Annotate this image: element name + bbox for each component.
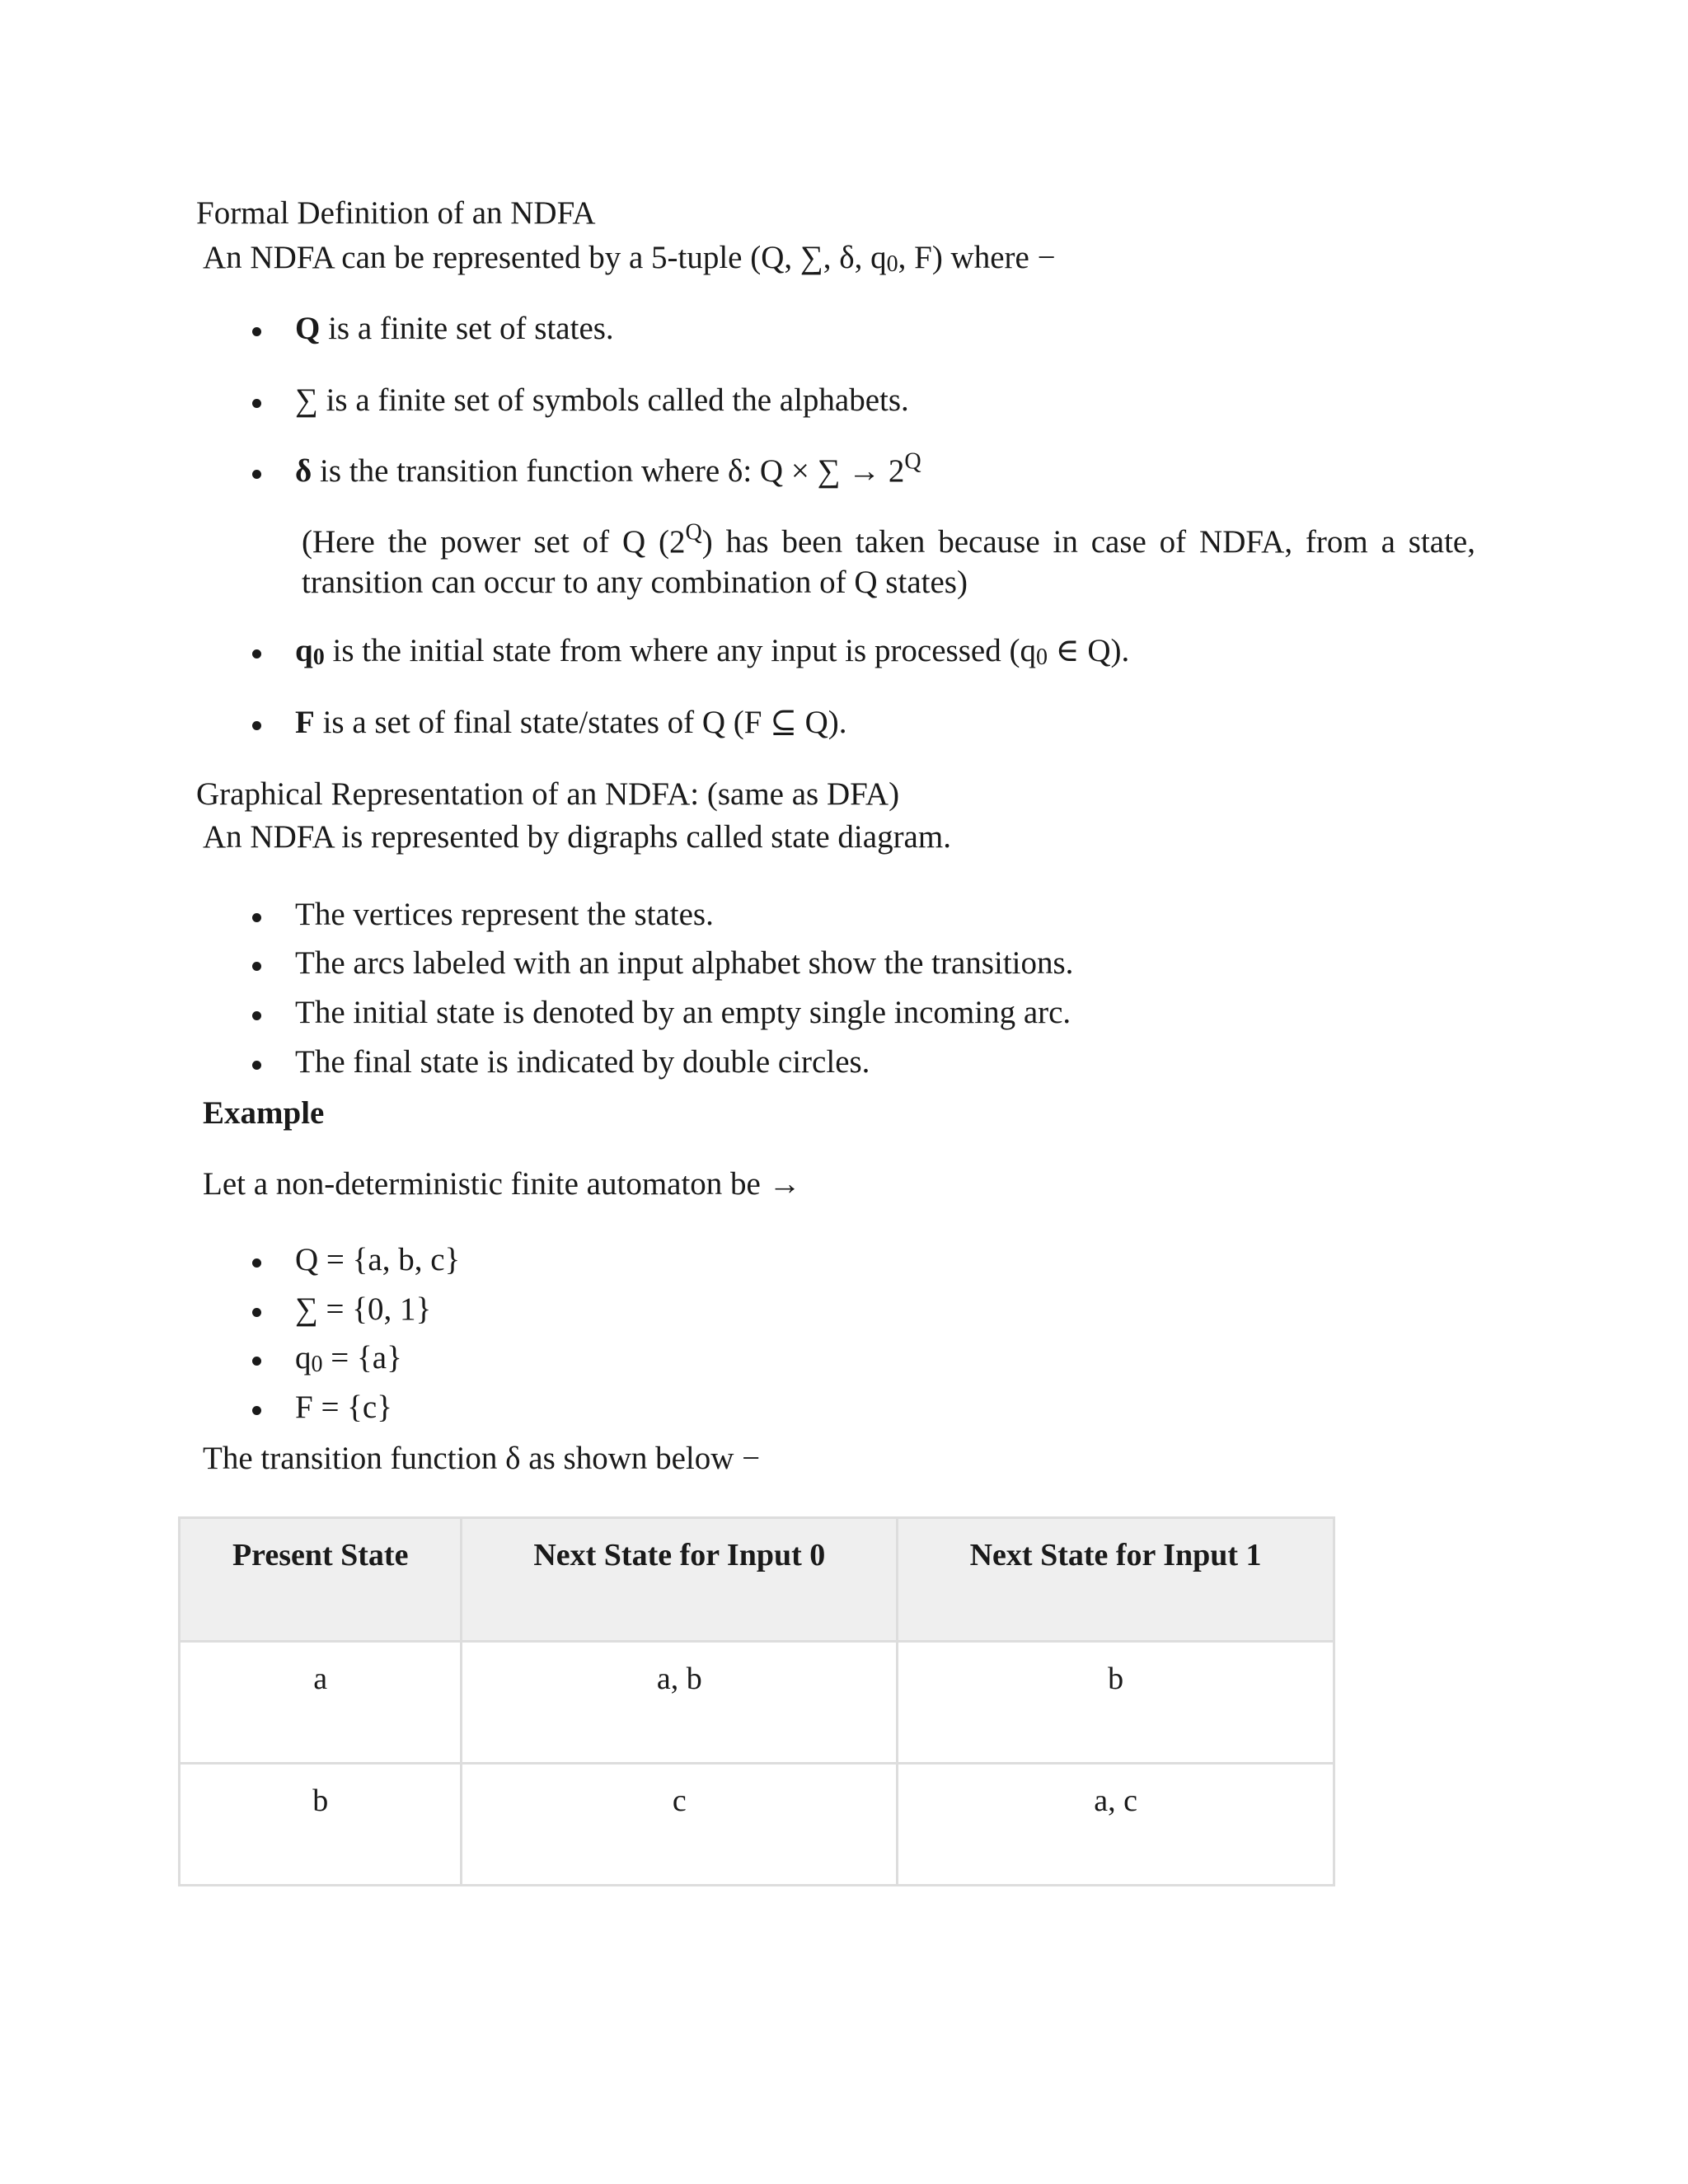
list-item: ∑ = {0, 1} [295, 1291, 432, 1327]
formal-intro: An NDFA can be represented by a 5-tuple (Q, ∑, δ, $q_0$, F) where − [203, 240, 1056, 278]
section-heading-formal: Formal Definition of an NDFA [196, 195, 596, 231]
section-heading-example: Example [203, 1095, 325, 1131]
column-header: Present State [180, 1518, 462, 1642]
bullet [252, 1061, 261, 1070]
column-header: Next State for Input 0 [462, 1518, 898, 1642]
list-item: ∑ is a finite set of symbols called the alphabets. [295, 382, 909, 418]
list-item: F = {c} [295, 1390, 392, 1425]
table-cell: b [180, 1764, 462, 1886]
example-intro: Let a non-deterministic finite automaton be → [203, 1166, 801, 1202]
bullet [252, 327, 261, 336]
list-item: Q is a finite set of states. [295, 311, 614, 346]
list-item: $q_0$ is the initial state from where any input is processed ($q_0$ ∈ Q). [295, 633, 1130, 671]
column-header: Next State for Input 1 [898, 1518, 1334, 1642]
bullet [252, 721, 261, 730]
bullet [252, 962, 261, 971]
list-item: Q = {a, b, c} [295, 1242, 461, 1277]
list-item: The initial state is denoted by an empty single incoming arc. [295, 995, 1071, 1030]
list-item: The final state is indicated by double circles. [295, 1044, 870, 1080]
list-item: The vertices represent the states. [295, 897, 714, 932]
bullet [252, 1011, 261, 1020]
table-cell: b [898, 1642, 1334, 1764]
table-row [180, 1642, 1334, 1764]
table-cell: a, c [898, 1764, 1334, 1886]
list-item: δ is the transition function where δ: Q × ∑ → $2^Q$ [295, 448, 921, 489]
transition-table [178, 1516, 1335, 1886]
table-cell: a, b [462, 1642, 898, 1764]
list-item: The arcs labeled with an input alphabet show the transitions. [295, 945, 1074, 981]
bullet [252, 649, 261, 658]
table-header-row [180, 1518, 1334, 1642]
transition-intro: The transition function δ as shown below − [203, 1441, 761, 1476]
graphical-intro: An NDFA is represented by digraphs called state diagram. [203, 819, 951, 855]
list-item: $q_0 = \{a\}$ [295, 1340, 402, 1378]
list-item: F is a set of final state/states of Q (F ⊆ Q). [295, 705, 847, 740]
power-set-note: (Here the power set of Q $(2^Q)$ has been taken because in case of NDFA, from a state, transition can occur to any combination of Q states) [302, 519, 1475, 600]
section-heading-graphical: Graphical Representation of an NDFA: (same as DFA) [196, 776, 900, 812]
table-cell: a [180, 1642, 462, 1764]
table-row [180, 1764, 1334, 1886]
bullet [252, 1406, 261, 1415]
bullet [252, 1357, 261, 1366]
bullet [252, 399, 261, 408]
bullet [252, 470, 261, 479]
bullet [252, 913, 261, 922]
bullet [252, 1258, 261, 1268]
bullet [252, 1308, 261, 1317]
table-cell: c [462, 1764, 898, 1886]
